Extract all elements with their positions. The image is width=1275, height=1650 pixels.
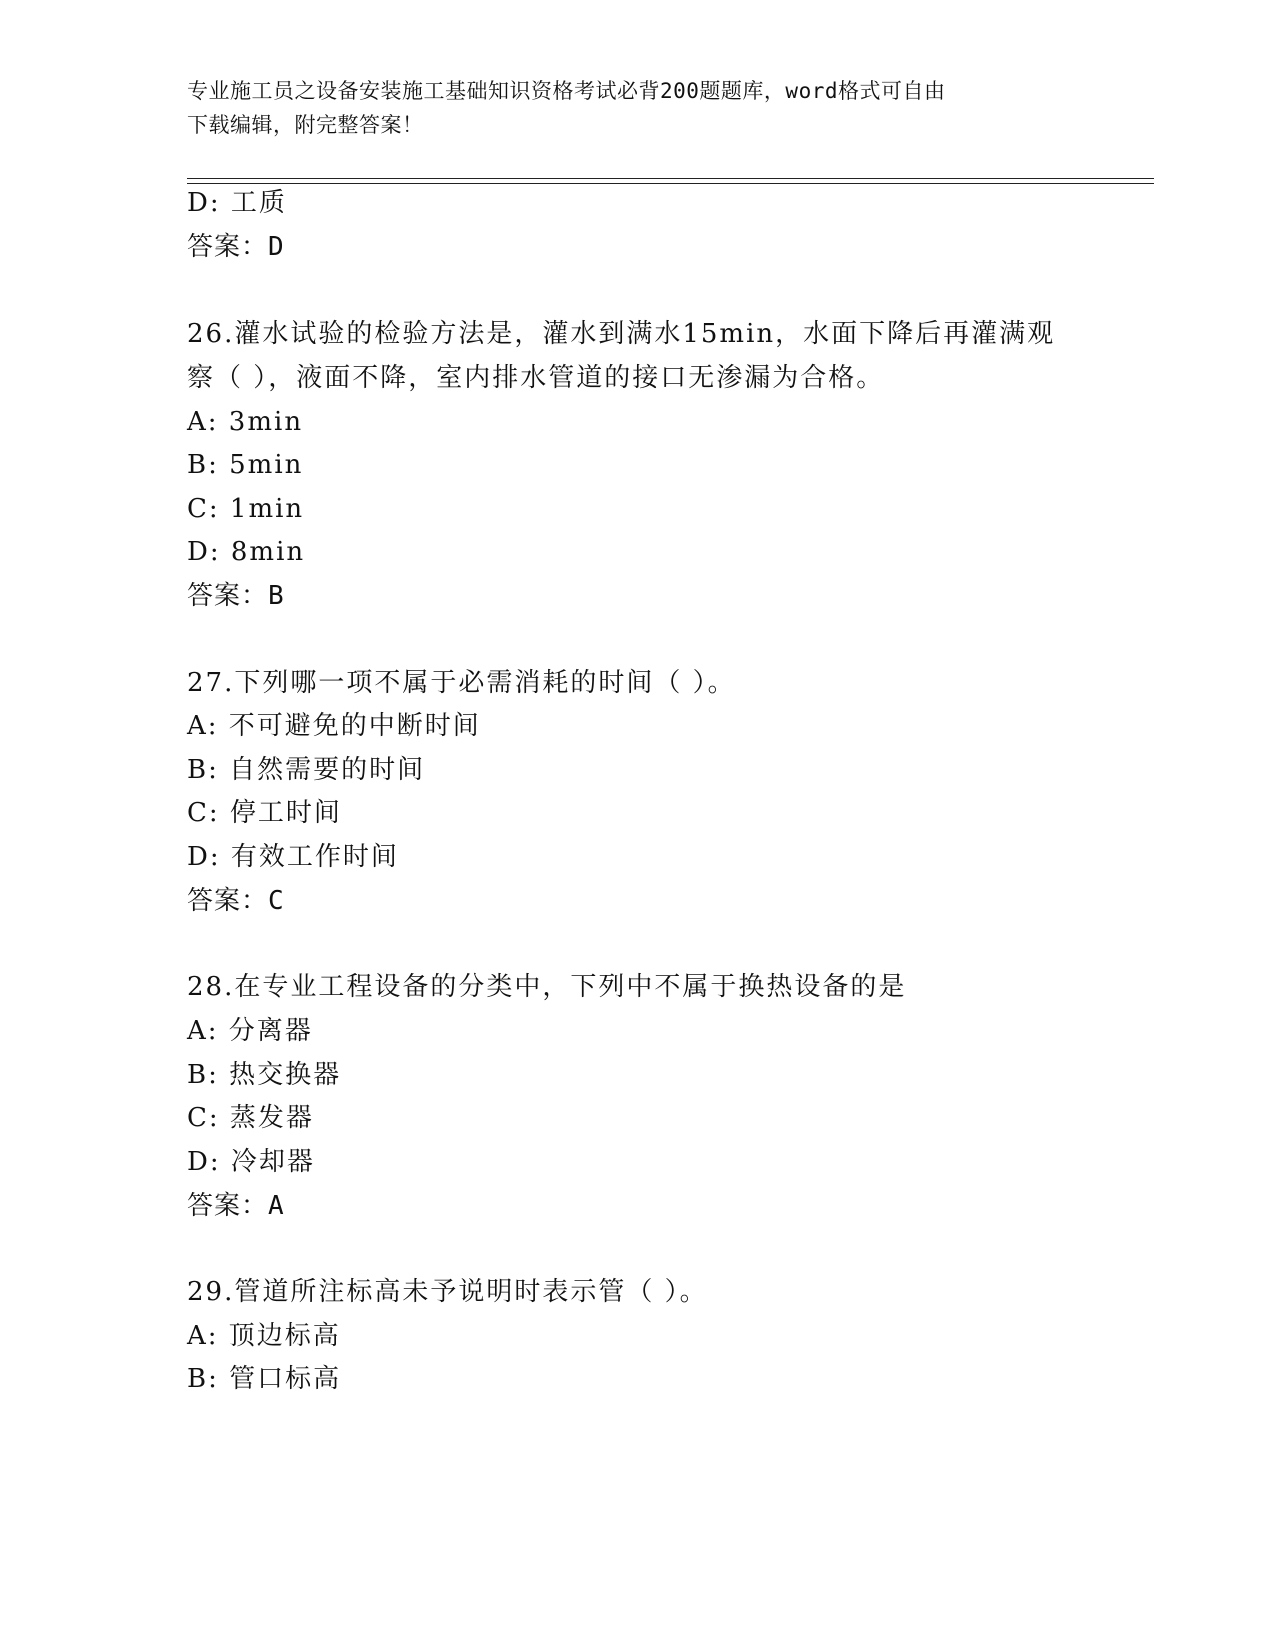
- header-title-line-2: 下载编辑，附完整答案！: [187, 113, 424, 137]
- q28-option-d: D: 冷却器: [187, 1147, 315, 1177]
- q27-option-a: A: 不可避免的中断时间: [187, 711, 481, 741]
- document-header: [187, 74, 1067, 142]
- q27-option-c: C: 停工时间: [187, 798, 342, 828]
- header-title-line-1: 专业施工员之设备安装施工基础知识资格考试必背200题题库，word格式可自由: [187, 79, 946, 103]
- q26-answer: 答案：B: [187, 581, 285, 611]
- q27-stem: 27.下列哪一项不属于必需消耗的时间（ ）。: [187, 668, 736, 698]
- q25-option-d: D: 工质: [187, 188, 287, 218]
- q26-option-c: C: 1min: [187, 494, 305, 524]
- q26-option-a: A: 3min: [187, 407, 304, 437]
- q28-stem: 28.在专业工程设备的分类中，下列中不属于换热设备的是: [187, 972, 907, 1002]
- q27-answer: 答案：C: [187, 886, 285, 916]
- q28-option-a: A: 分离器: [187, 1016, 313, 1046]
- q26-stem-line-2: 察（ ），液面不降，室内排水管道的接口无渗漏为合格。: [187, 363, 885, 393]
- q25-answer: 答案：D: [187, 232, 285, 262]
- q27-option-d: D: 有效工作时间: [187, 842, 399, 872]
- q28-option-b: B: 热交换器: [187, 1060, 342, 1090]
- q29-option-b: B: 管口标高: [187, 1364, 342, 1394]
- q28-answer: 答案：A: [187, 1191, 285, 1221]
- q27-option-b: B: 自然需要的时间: [187, 755, 426, 785]
- q29-option-a: A: 顶边标高: [187, 1321, 341, 1351]
- q26-option-d: D: 8min: [187, 537, 306, 567]
- q28-option-c: C: 蒸发器: [187, 1103, 314, 1133]
- q26-option-b: B: 5min: [187, 450, 304, 480]
- q26-stem-line-1: 26.灌水试验的检验方法是，灌水到满水15min，水面下降后再灌满观: [187, 319, 1056, 349]
- header-divider-bottom: [187, 183, 1154, 184]
- q29-stem: 29.管道所注标高未予说明时表示管（ ）。: [187, 1277, 708, 1307]
- header-divider-top: [187, 178, 1154, 179]
